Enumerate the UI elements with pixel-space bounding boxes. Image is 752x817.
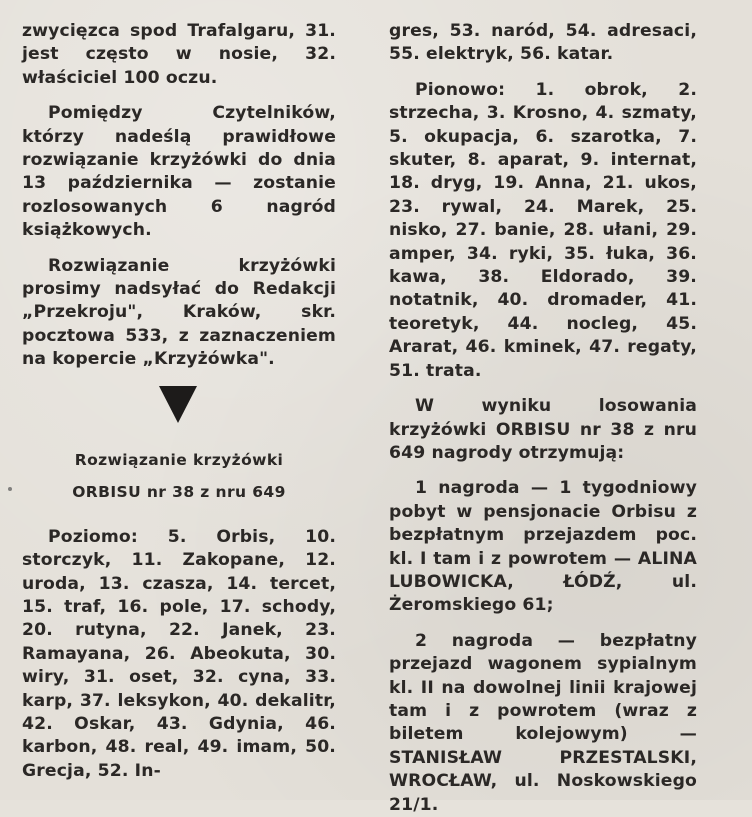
section-divider xyxy=(22,374,336,446)
left-column xyxy=(22,20,336,783)
print-speck xyxy=(8,487,12,491)
down-triangle-icon xyxy=(159,386,197,423)
right-column xyxy=(389,20,697,817)
solution-heading-line-1: Rozwiązanie krzyżówki xyxy=(74,450,284,469)
solution-heading-line-2: ORBISU nr 38 z nru 649 xyxy=(72,482,286,501)
pionowo-label: Pionowo: xyxy=(415,79,506,100)
pionowo-section xyxy=(389,79,697,383)
contest-info: Pomiędzy Czytelników, którzy nadeślą prawidłowe rozwiązanie krzyżówki do dnia 13 października — zostanie rozlosowanych 6 nagród książkowych. xyxy=(22,103,336,241)
crossword-clue-ending: zwycięzca spod Trafalgaru, 31. jest często w nosie, 32. właściciel 100 oczu. xyxy=(22,21,336,88)
poziomo-section xyxy=(22,526,336,783)
solution-heading xyxy=(22,444,336,508)
prize-1: 1 nagroda — 1 tygodniowy pobyt w pensjonacie Orbisu z bezpłatnym przejazdem poc. kl. I tam i z powrotem — ALINA LUBOWICKA, ŁÓDŹ, ul. Żeromskiego 61; xyxy=(389,478,697,616)
draw-intro: W wyniku losowania krzyżówki ORBISU nr 38 z nru 649 nagrody otrzymują: xyxy=(389,396,697,463)
prize-2: 2 nagroda — bezpłatny przejazd wagonem sypialnym kl. II na dowolnej linii krajowej tam i z powrotem (wraz z biletem kolejowym) — STANISŁAW PRZESTALSKI, WROCŁAW, ul. Noskowskiego 21/1. xyxy=(389,630,697,815)
poziomo-label: Poziomo: xyxy=(48,526,138,547)
poziomo-answers: 5. Orbis, 10. storczyk, 11. Zakopane, 12. uroda, 13. czasza, 14. tercet, 15. traf, 16. pole, 17. schody, 20. rutyna, 22. Janek, 23. Ramayana, 26. Abeokuta, 30. wiry, 31. oset, 32. cyna, 33. karp, 37. leksykon, 40. dekalitr, 42. Oskar, 43. Gdynia, 46. karbon, 48. real, 49. imam, 50. Grecja, 52. In- xyxy=(22,526,336,781)
poziomo-continued: gres, 53. naród, 54. adresaci, 55. elektryk, 56. katar. xyxy=(389,21,697,65)
pionowo-answers: 1. obrok, 2. strzecha, 3. Krosno, 4. szmaty, 5. okupacja, 6. szarotka, 7. skuter, 8. aparat, 9. internat, 18. dryg, 19. Anna, 21. ukos, 23. rywal, 24. Marek, 25. nisko, 27. banie, 28. ułani, 29. amper, 34. ryki, 35. łuka, 36. kawa, 38. Eldorado, 39. notatnik, 40. dromader, 41. teoretyk, 44. nocleg, 45. Ararat, 46. kminek, 47. regaty, 51. trata. xyxy=(389,79,697,381)
submission-info: Rozwiązanie krzyżówki prosimy nadsyłać do Redakcji „Przekroju", Kraków, skr. pocztowa 533, z zaznaczeniem na kopercie „Krzyżówka". xyxy=(22,255,336,370)
